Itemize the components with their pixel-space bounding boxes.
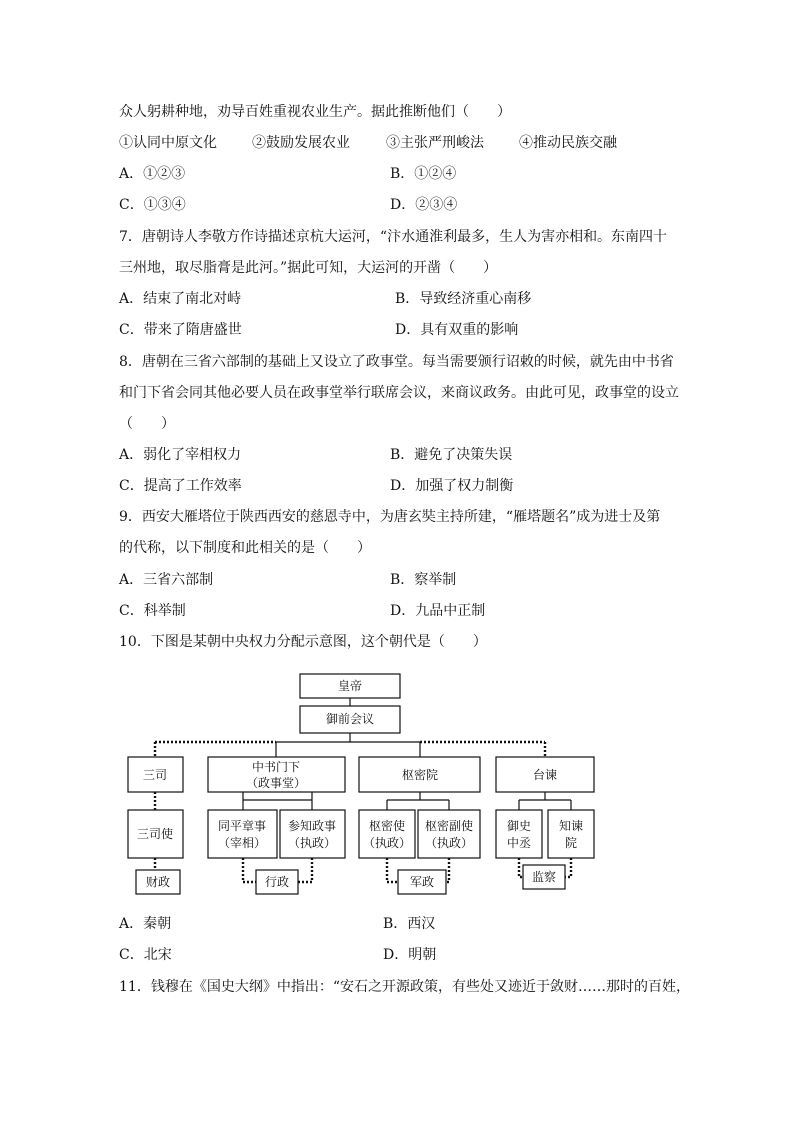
q8-stem-line-3: （ ） [119,416,175,432]
q8-stem-line-1: 8．唐朝在三省六部制的基础上又设立了政事堂。每当需要颁行诏敕的时候，就先由中书省 [119,354,674,370]
q10-stem: 10．下图是某朝中央权力分配示意图，这个朝代是（ ） [119,634,487,650]
q9-option-a[interactable]: A．三省六部制 [119,572,214,588]
q7-stem-line-1: 7．唐朝诗人李敬方作诗描述京杭大运河，“汴水通淮利最多，生人为害亦相和。东南四十 [119,229,668,245]
q8-option-a[interactable]: A．弱化了宰相权力 [119,447,242,463]
q8-stem-line-2: 和门下省会同其他必要人员在政事堂举行联席会议，来商议政务。由此可见，政事堂的设立 [119,385,679,401]
shumifu-label-1: 枢密副使 [424,819,474,833]
q10-option-c[interactable]: C．北宋 [119,947,172,963]
jiancha-label: 监察 [531,870,557,884]
zhijian-box [548,810,594,858]
junzheng-label: 军政 [409,875,435,889]
shumishi-box [359,810,415,858]
q7-option-a[interactable]: A．结束了南北对峙 [119,291,242,307]
q6-option-a[interactable]: A．①②③ [119,166,186,182]
zhongshu-label-1: 中书门下 [251,760,301,774]
q6-option-d[interactable]: D．②③④ [390,197,458,213]
q7-option-d[interactable]: D．具有双重的影响 [395,322,519,338]
zhijian-label-2: 院 [564,836,578,850]
shumifu-label-2: （执政） [424,836,474,850]
q9-option-d[interactable]: D．九品中正制 [390,603,486,619]
q6-option-c[interactable]: C．①③④ [119,197,186,213]
caizheng-label: 财政 [145,875,171,889]
q6-statement-3: ③主张严刑峻法 [386,135,484,151]
shumishi-label-1: 枢密使 [368,819,406,833]
q7-stem-line-2: 三州地，取尽脂膏是此河。”据此可知，大运河的开凿（ ） [119,260,498,276]
q9-stem-line-2: 的代称，以下制度和此相关的是（ ） [119,540,371,556]
q7-option-b[interactable]: B．导致经济重心南移 [395,291,532,307]
q6-stem-tail: 众人躬耕种地，劝导百姓重视农业生产。据此推断他们（ ） [119,104,511,120]
sansishi-label: 三司使 [136,827,174,841]
canzhi-label-1: 参知政事 [287,819,337,833]
taijian-label: 台谏 [532,768,558,782]
q10-option-b[interactable]: B．西汉 [383,916,436,932]
yushi-label-2: 中丞 [506,836,532,850]
q9-stem-line-1: 9．西安大雁塔位于陕西西安的慈恩寺中，为唐玄奘主持所建，“雁塔题名”成为进士及第 [119,509,661,525]
xingzheng-label: 行政 [264,875,290,889]
q6-statement-4: ④推动民族交融 [519,135,617,151]
q9-option-b[interactable]: B．察举制 [390,572,457,588]
tongping-box [208,810,277,858]
q10-option-d[interactable]: D．明朝 [383,947,437,963]
sansi-label: 三司 [142,768,168,782]
q9-option-c[interactable]: C．科举制 [119,603,186,619]
tongping-label-2: （宰相） [217,836,267,850]
yushi-label-1: 御史 [506,819,532,833]
council-label: 御前会议 [325,712,375,726]
tongping-label-1: 同平章事 [217,819,267,833]
q6-option-b[interactable]: B．①②④ [390,166,457,182]
canzhi-box [280,810,345,858]
q6-statement-1: ①认同中原文化 [119,135,217,151]
q6-statement-2: ②鼓励发展农业 [252,135,350,151]
yushi-box [496,810,542,858]
shumifu-box [418,810,480,858]
q8-option-d[interactable]: D．加强了权力制衡 [390,478,514,494]
zhijian-label-1: 知谏 [558,819,584,833]
canzhi-label-2: （执政） [287,836,337,850]
zhongshu-label-2: （政事堂） [245,776,307,790]
q8-option-b[interactable]: B．避免了决策失误 [390,447,513,463]
shumi-label: 枢密院 [401,768,439,782]
q11-stem-line-1: 11．钱穆在《国史大纲》中指出：“安石之开源政策，有些处又迹近于敛财……那时的百姓， [119,979,690,995]
q10-option-a[interactable]: A．秦朝 [119,916,172,932]
q7-option-c[interactable]: C．带来了隋唐盛世 [119,322,242,338]
emperor-label: 皇帝 [337,679,363,693]
q8-option-c[interactable]: C．提高了工作效率 [119,478,242,494]
shumishi-label-2: （执政） [362,836,412,850]
